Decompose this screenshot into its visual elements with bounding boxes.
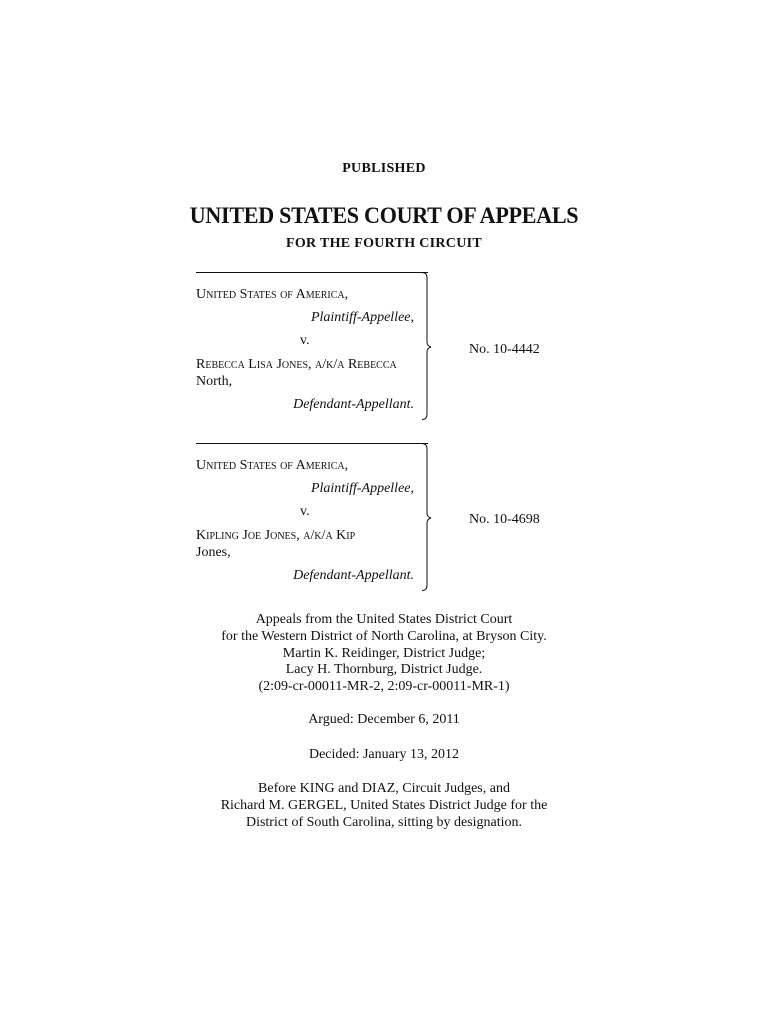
- caption-brace: [421, 272, 433, 420]
- decided-date: Decided: January 13, 2012: [308, 747, 460, 762]
- appeal-line: (2:09-cr-00011-MR-2, 2:09-cr-00011-MR-1): [258, 679, 510, 695]
- appeal-info: [0, 612, 768, 696]
- circuit-subtitle: FOR THE FOURTH CIRCUIT: [285, 236, 483, 251]
- defendant-role: Defendant-Appellant.: [293, 568, 414, 583]
- argued-date: Argued: December 6, 2011: [308, 712, 460, 727]
- panel-line: Richard M. GERGEL, United States District Judge for the: [220, 797, 548, 813]
- plaintiff-role: Plaintiff-Appellee,: [310, 310, 414, 325]
- court-title: UNITED STATES COURT OF APPEALS: [189, 203, 579, 228]
- published-label: PUBLISHED: [342, 161, 426, 176]
- caption-rule: [196, 272, 428, 273]
- defendant-name-continued: Jones,: [196, 545, 231, 560]
- docket-number: No. 10-4442: [469, 342, 540, 357]
- versus: v.: [300, 333, 310, 348]
- plaintiff-name: United States of America,: [196, 458, 349, 473]
- defendant-name: Rebecca Lisa Jones, a/k/a Rebecca: [196, 357, 397, 372]
- case-caption-2: [196, 443, 432, 591]
- panel-info: [0, 781, 768, 831]
- docket-number: No. 10-4698: [469, 512, 540, 527]
- caption-rule: [196, 443, 428, 444]
- plaintiff-role: Plaintiff-Appellee,: [310, 481, 414, 496]
- case-caption-1: [196, 272, 432, 420]
- defendant-name-continued: North,: [196, 374, 233, 389]
- plaintiff-name: United States of America,: [196, 287, 349, 302]
- appeal-line: Lacy H. Thornburg, District Judge.: [285, 662, 483, 678]
- appeal-line: for the Western District of North Carolina, at Bryson City.: [221, 628, 547, 644]
- panel-line: District of South Carolina, sitting by designation.: [245, 814, 523, 830]
- caption-brace: [421, 443, 433, 591]
- versus: v.: [300, 504, 310, 519]
- panel-line: Before KING and DIAZ, Circuit Judges, and: [258, 781, 510, 796]
- appeal-line: Appeals from the United States District Court: [255, 612, 513, 627]
- appeal-line: Martin K. Reidinger, District Judge;: [282, 645, 486, 661]
- defendant-role: Defendant-Appellant.: [293, 397, 414, 412]
- defendant-name: Kipling Joe Jones, a/k/a Kip: [196, 528, 356, 543]
